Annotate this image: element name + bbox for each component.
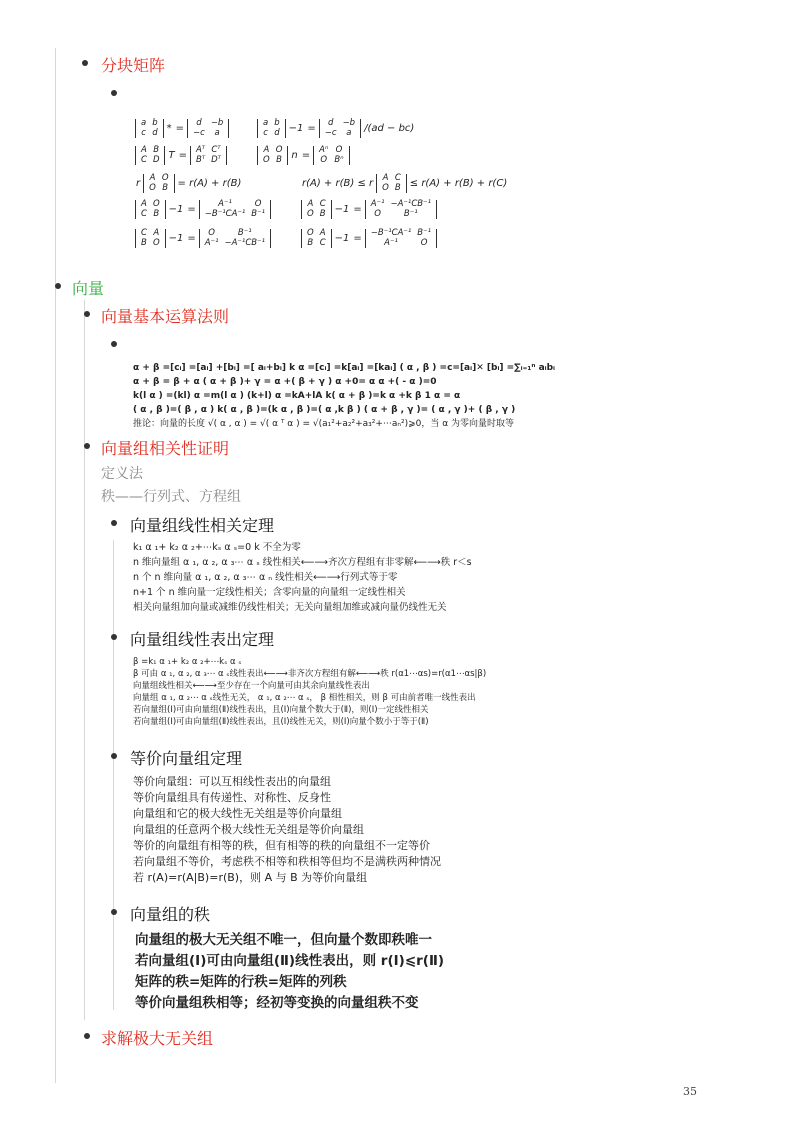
representation-line: 向量组 α ₁, α ₂⋯ α ₛ线性无关， α ₁, α ₂⋯ α ₛ， β 相性相关，则 β 可由前者唯一线性表出 (133, 693, 476, 703)
equivalence-line: 向量组和它的极大线性无关组是等价向量组 (133, 807, 342, 820)
bullet (84, 311, 90, 317)
definition-method: 定义法 (101, 466, 143, 482)
bullet (111, 753, 117, 759)
dependence-line: n 维向量组 α ₁, α ₂, α ₃⋯ α ₛ 线性相关⟵⟶齐次方程组有非零解⟵⟶秩 r＜s (133, 557, 472, 568)
vector-ops-line: 推论：向量的长度 √( α , α ) = √( α ᵀ α ) = √(a₁²+a₂²+a₃²+⋯aₙ²)⩾0，当 α 为零向量时取等 (133, 419, 515, 429)
formula-adjugate: a b c d * = d −b −c a (134, 118, 230, 140)
equivalence-line: 等价向量组具有传递性、对称性、反身性 (133, 791, 331, 804)
bullet (84, 443, 90, 449)
outline-guide-line-deep (113, 540, 114, 1010)
heading-vector-ops: 向量基本运算法则 (101, 307, 230, 326)
equivalence-line: 若 r(A)=r(A|B)=r(B)，则 A 与 B 为等价向量组 (133, 871, 368, 884)
formula-block-inverse-upper: A C O B −1 = A⁻¹ −A⁻¹CB⁻¹ O B⁻¹ (300, 199, 438, 221)
formula-block-inverse-anti-lower: C A B O −1 = O B⁻¹ A⁻¹ −A⁻¹CB⁻¹ (134, 228, 272, 250)
representation-line: β 可由 α ₁, α ₂, α ₃⋯ α ₛ线性表出⟵⟶非齐次方程组有解⟵⟶秩 r(α1⋯αs)=r(α1⋯αs|β) (133, 669, 487, 679)
heading-vector-dependence: 向量组相关性证明 (101, 439, 230, 458)
formula-transpose: A B C D T = Aᵀ Cᵀ Bᵀ Dᵀ (134, 145, 228, 167)
bullet (111, 520, 117, 526)
representation-line: 向量组线性相关⟵⟶至少存在一个向量可由其余向量线性表出 (133, 681, 370, 691)
rank-line: 若向量组(Ⅰ)可由向量组(Ⅱ)线性表出，则 r(Ⅰ)⩽r(Ⅱ) (135, 953, 445, 969)
outline-guide-line (55, 48, 56, 1083)
heading-representation-theorem: 向量组线性表出定理 (130, 630, 275, 649)
bullet (82, 60, 88, 66)
equivalence-line: 等价的向量组有相等的秩，但有相等的秩的向量组不一定等价 (133, 839, 430, 852)
equivalence-line: 向量组的任意两个极大线性无关组是等价向量组 (133, 823, 364, 836)
rank-method: 秩——行列式、方程组 (101, 489, 241, 505)
representation-block (133, 656, 486, 728)
bullet (111, 634, 117, 640)
vector-ops-line: ( α , β )=( β , α ) k( α , β )=(k α , β )=( α ,k β ) ( α + β , γ )= ( α , γ )+ ( β , γ ) (133, 405, 516, 415)
rank-line: 等价向量组秩相等；经初等变换的向量组秩不变 (135, 995, 419, 1011)
formula-rank-ineq: r(A) + r(B) ≤ r A C O B ≤ r(A) + r(B) + r(C) (302, 173, 508, 193)
dependence-line: n+1 个 n 维向量一定线性相关；含零向量的向量组一定线性相关 (133, 587, 406, 598)
heading-dependence-theorem: 向量组线性相关定理 (130, 516, 275, 535)
vector-ops-line: α + β = β + α ( α + β )+ γ = α +( β + γ ) α +0= α α +( - α )=0 (133, 377, 437, 387)
vector-ops-block (133, 361, 555, 431)
heading-rank-of-set: 向量组的秩 (130, 905, 211, 924)
heading-equivalence-theorem: 等价向量组定理 (130, 749, 243, 768)
dependence-block (133, 540, 472, 615)
heading-block-matrix: 分块矩阵 (101, 56, 166, 75)
formula-power: A O O B n = Aⁿ O O Bⁿ (256, 145, 351, 167)
vector-ops-line: k(l α ) =(kl) α =m(l α ) (k+l) α =kA+lA k( α + β )=k α +k β 1 α = α (133, 391, 461, 401)
formula-rank-diag: r A O O B = r(A) + r(B) (136, 173, 242, 193)
representation-line: β =k₁ α ₁+ k₂ α ₂+⋯kₛ α ₛ (133, 657, 242, 667)
representation-line: 若向量组(Ⅰ)可由向量组(Ⅱ)线性表出，且(Ⅰ)向量个数大于(Ⅱ)，则(Ⅰ)一定线性相关 (133, 705, 429, 715)
rank-block (135, 930, 444, 1014)
equivalence-block (133, 774, 441, 886)
heading-max-independent: 求解极大无关组 (101, 1029, 214, 1048)
rank-line: 向量组的极大无关组不唯一，但向量个数即秩唯一 (135, 932, 432, 948)
equivalence-line: 若向量组不等价，考虑秩不相等和秩相等但均不是满秩两种情况 (133, 855, 441, 868)
rank-line: 矩阵的秩=矩阵的行秩=矩阵的列秩 (135, 974, 347, 990)
formula-block-inverse-lower: A O C B −1 = A⁻¹ O −B⁻¹CA⁻¹ B⁻¹ (134, 199, 272, 221)
heading-vector: 向量 (72, 279, 105, 298)
dependence-line: k₁ α ₁+ k₂ α ₂+⋯kₛ α ₛ=0 k 不全为零 (133, 542, 301, 553)
bullet (111, 909, 117, 915)
bullet (55, 283, 61, 289)
formula-block-inverse-anti-upper: O A B C −1 = −B⁻¹CA⁻¹ B⁻¹ A⁻¹ O (300, 228, 438, 250)
bullet (111, 90, 117, 96)
dependence-line: 相关向量组加向量或减维仍线性相关；无关向量组加维或减向量仍线性无关 (133, 602, 447, 613)
outline-guide-line-inner (84, 300, 85, 1020)
vector-ops-line: α + β =[cᵢ] =[aᵢ] +[bᵢ] =[ aᵢ+bᵢ] k α =[cᵢ] =k[aᵢ] =[kaᵢ] ( α , β ) =c=[aᵢ]✕ [bᵢ] =∑ᵢ₌₁ⁿ aᵢbᵢ (133, 363, 556, 373)
representation-line: 若向量组(Ⅰ)可由向量组(Ⅱ)线性表出，且(Ⅰ)线性无关，则(Ⅰ)向量个数小于等于(Ⅱ) (133, 717, 429, 727)
bullet (111, 341, 117, 347)
dependence-line: n 个 n 维向量 α ₁, α ₂, α ₃⋯ α ₙ 线性相关⟵⟶行列式等于零 (133, 572, 398, 583)
equivalence-line: 等价向量组：可以互相线性表出的向量组 (133, 775, 331, 788)
formula-inverse-2x2: a b c d −1 = d −b −c a /(ad − bc) (256, 118, 416, 140)
page-number: 35 (683, 1085, 697, 1098)
bullet (84, 1033, 90, 1039)
